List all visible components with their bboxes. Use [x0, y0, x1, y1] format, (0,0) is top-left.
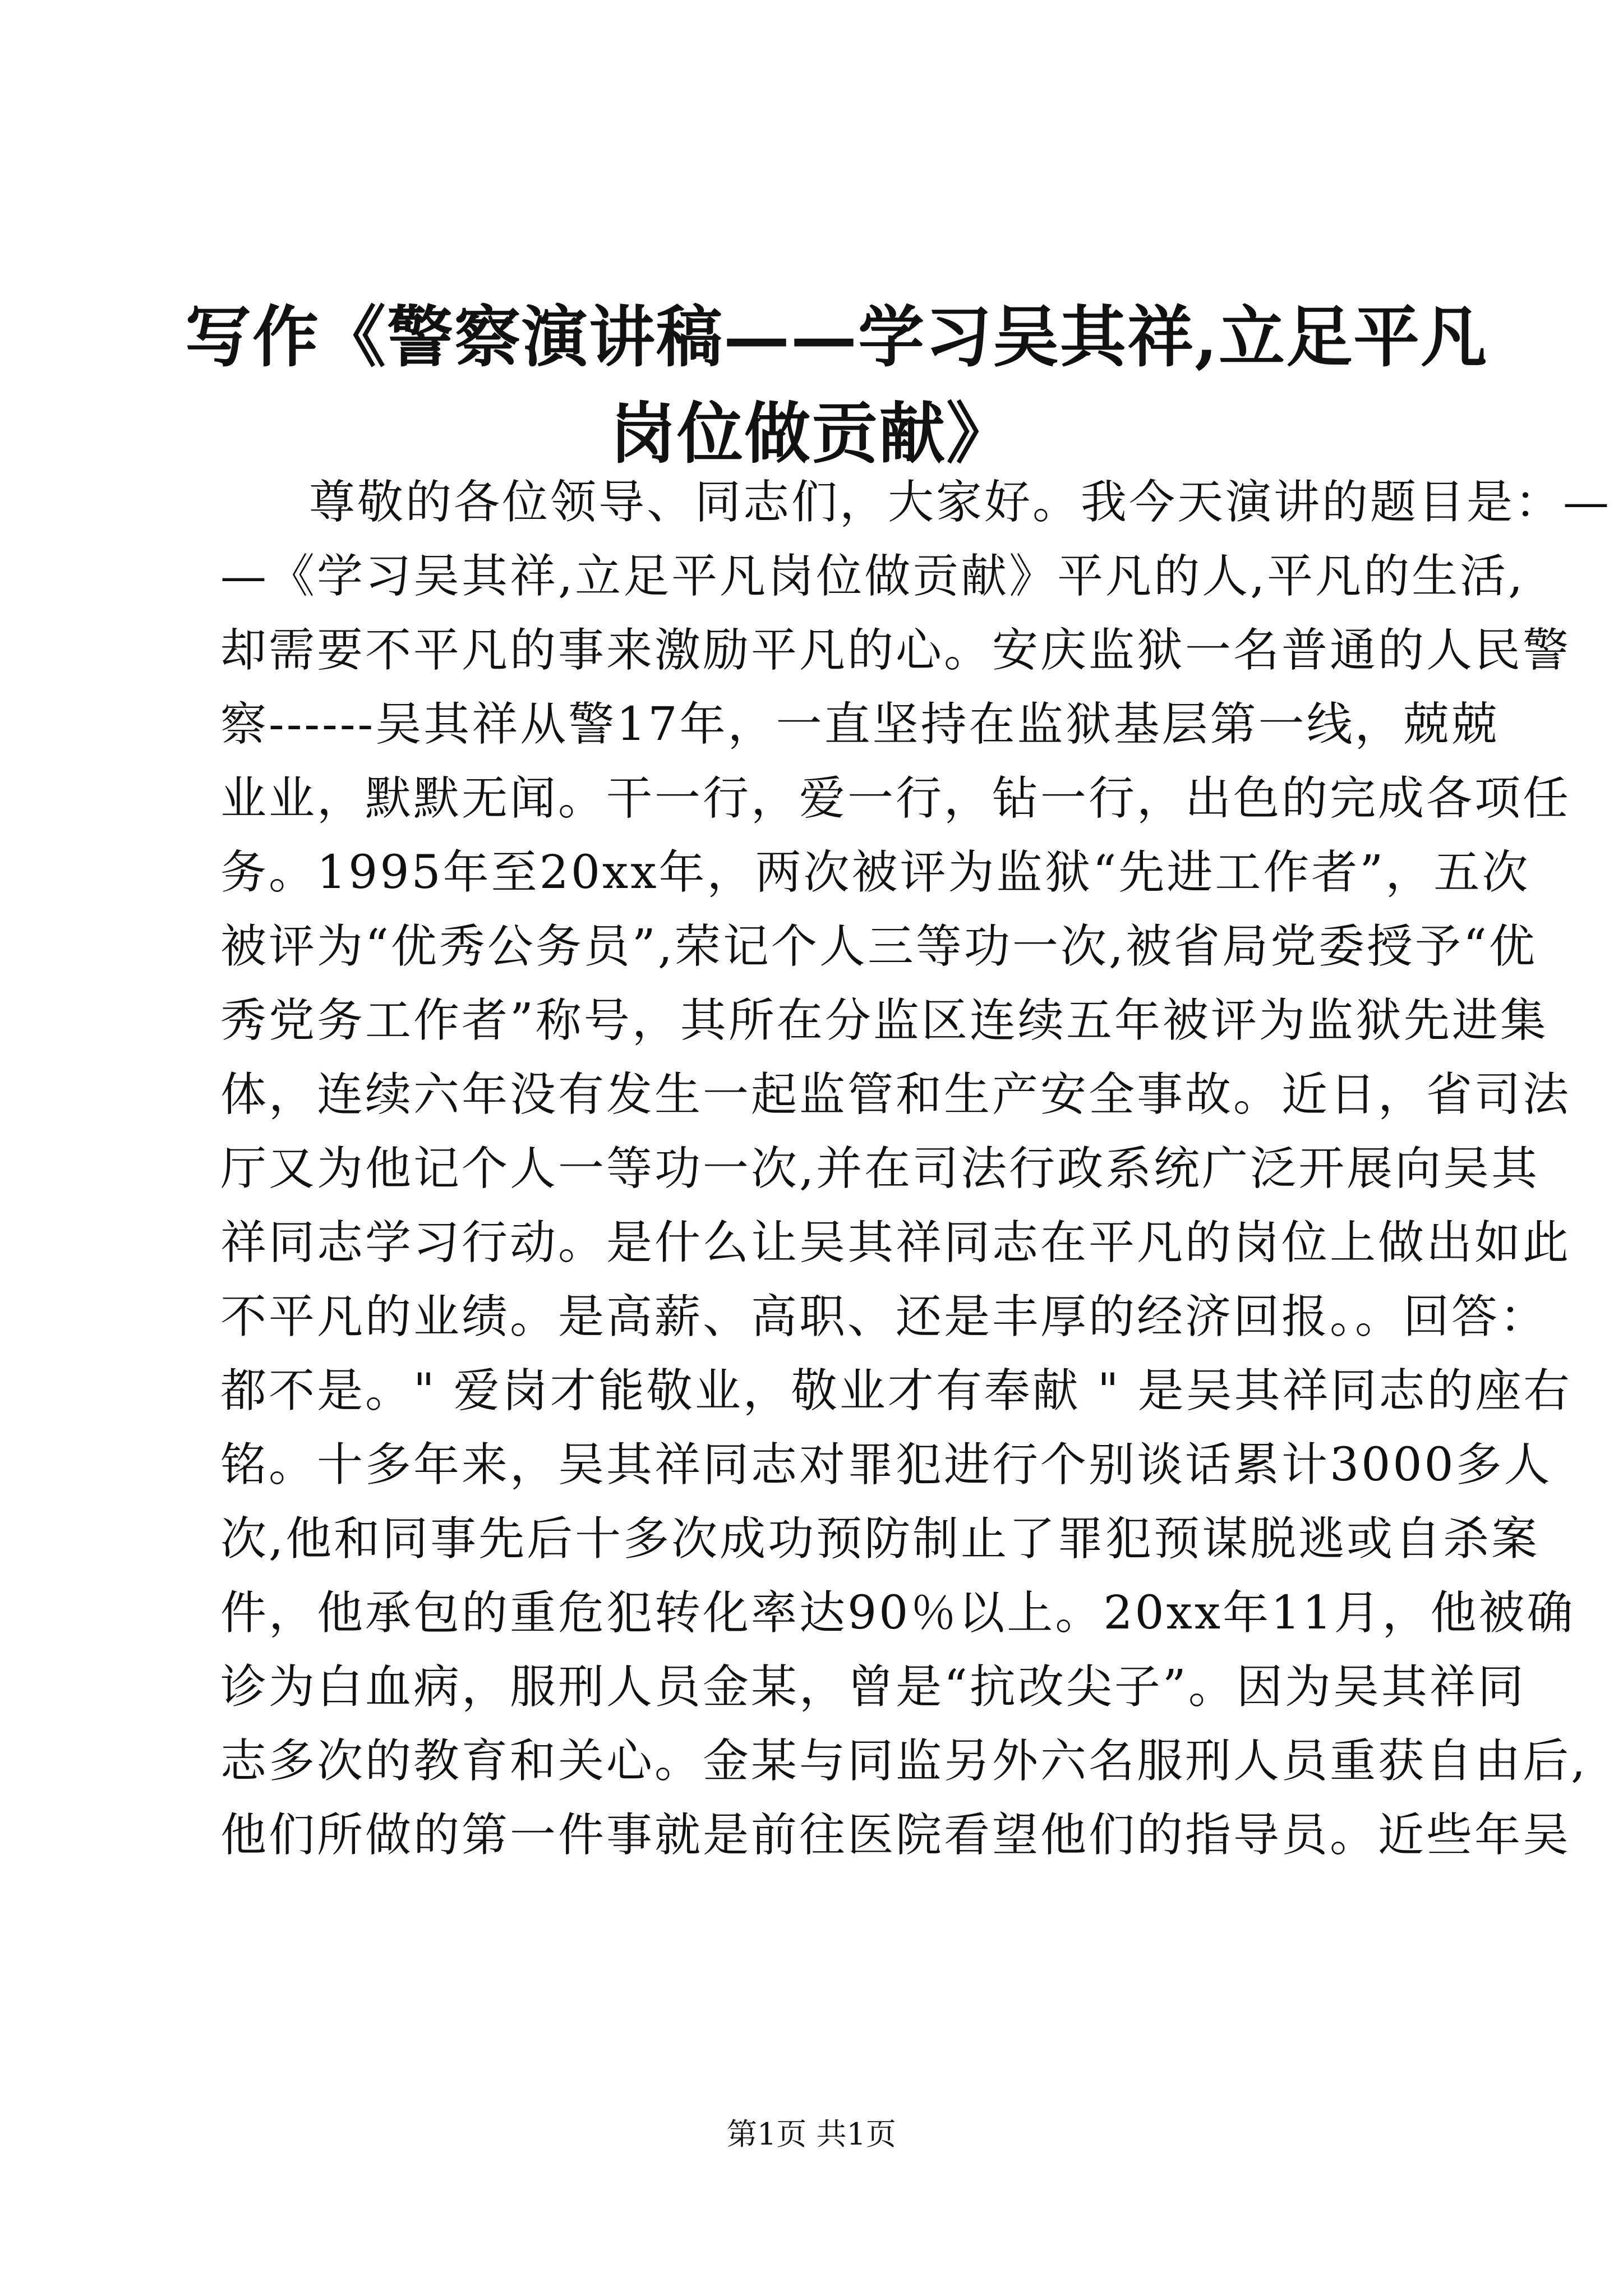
body-line: 厅又为他记个人一等功一次,并在司法行政系统广泛开展向吴其 — [220, 1142, 1540, 1195]
page-footer: 第1页 共1页 — [727, 2116, 896, 2152]
body-line: 却需要不平凡的事来激励平凡的心。安庆监狱一名普通的人民警 — [220, 624, 1571, 677]
body-line: 都不是。" 爱岗才能敬业，敬业才有奉献 " 是吴其祥同志的座右 — [220, 1364, 1572, 1418]
body-line: 他们所做的第一件事就是前往医院看望他们的指导员。近些年吴 — [220, 1809, 1571, 1862]
body-line: 志多次的教育和关心。金某与同监另外六名服刑人员重获自由后, — [220, 1734, 1588, 1788]
body-line: 务。1995年至20xx年，两次被评为监狱“先进工作者”，五次 — [220, 846, 1530, 899]
body-line: 尊敬的各位领导、同志们，大家好。我今天演讲的题目是：— — [309, 476, 1612, 529]
body-line: 诊为白血病，服刑人员金某，曾是“抗改尖子”。因为吴其祥同 — [220, 1660, 1526, 1714]
body-line: 不平凡的业绩。是高薪、高职、还是丰厚的经济回报。。回答： — [220, 1290, 1548, 1343]
body-line: 业业，默默无闻。干一行，爱一行，钻一行，出色的完成各项任 — [220, 772, 1571, 825]
body-line: 次,他和同事先后十多次成功预防制止了罪犯预谋脱逃或自杀案 — [220, 1512, 1540, 1566]
title-line-2: 岗位做贡献》 — [609, 394, 1013, 472]
document-title — [185, 289, 1488, 482]
body-line: 体，连续六年没有发生一起监管和生产安全事故。近日，省司法 — [220, 1068, 1571, 1121]
body-line: 察------吴其祥从警17年，一直坚持在监狱基层第一线，兢兢 — [220, 698, 1500, 751]
title-line-1: 写作《警察演讲稿——学习吴其祥,立足平凡 — [185, 298, 1488, 376]
body-line: 铭。十多年来，吴其祥同志对罪犯进行个别谈话累计3000多人 — [220, 1438, 1552, 1492]
body-line: —《学习吴其祥,立足平凡岗位做贡献》平凡的人,平凡的生活, — [220, 550, 1525, 603]
body-line: 祥同志学习行动。是什么让吴其祥同志在平凡的岗位上做出如此 — [220, 1216, 1571, 1269]
document-body — [220, 466, 1612, 1872]
body-line: 秀党务工作者”称号，其所在分监区连续五年被评为监狱先进集 — [220, 994, 1548, 1047]
body-line: 件，他承包的重危犯转化率达90％以上。20xx年11月，他被确 — [220, 1586, 1575, 1640]
body-line: 被评为“优秀公务员”,荣记个人三等功一次,被省局党委授予“优 — [220, 920, 1537, 973]
